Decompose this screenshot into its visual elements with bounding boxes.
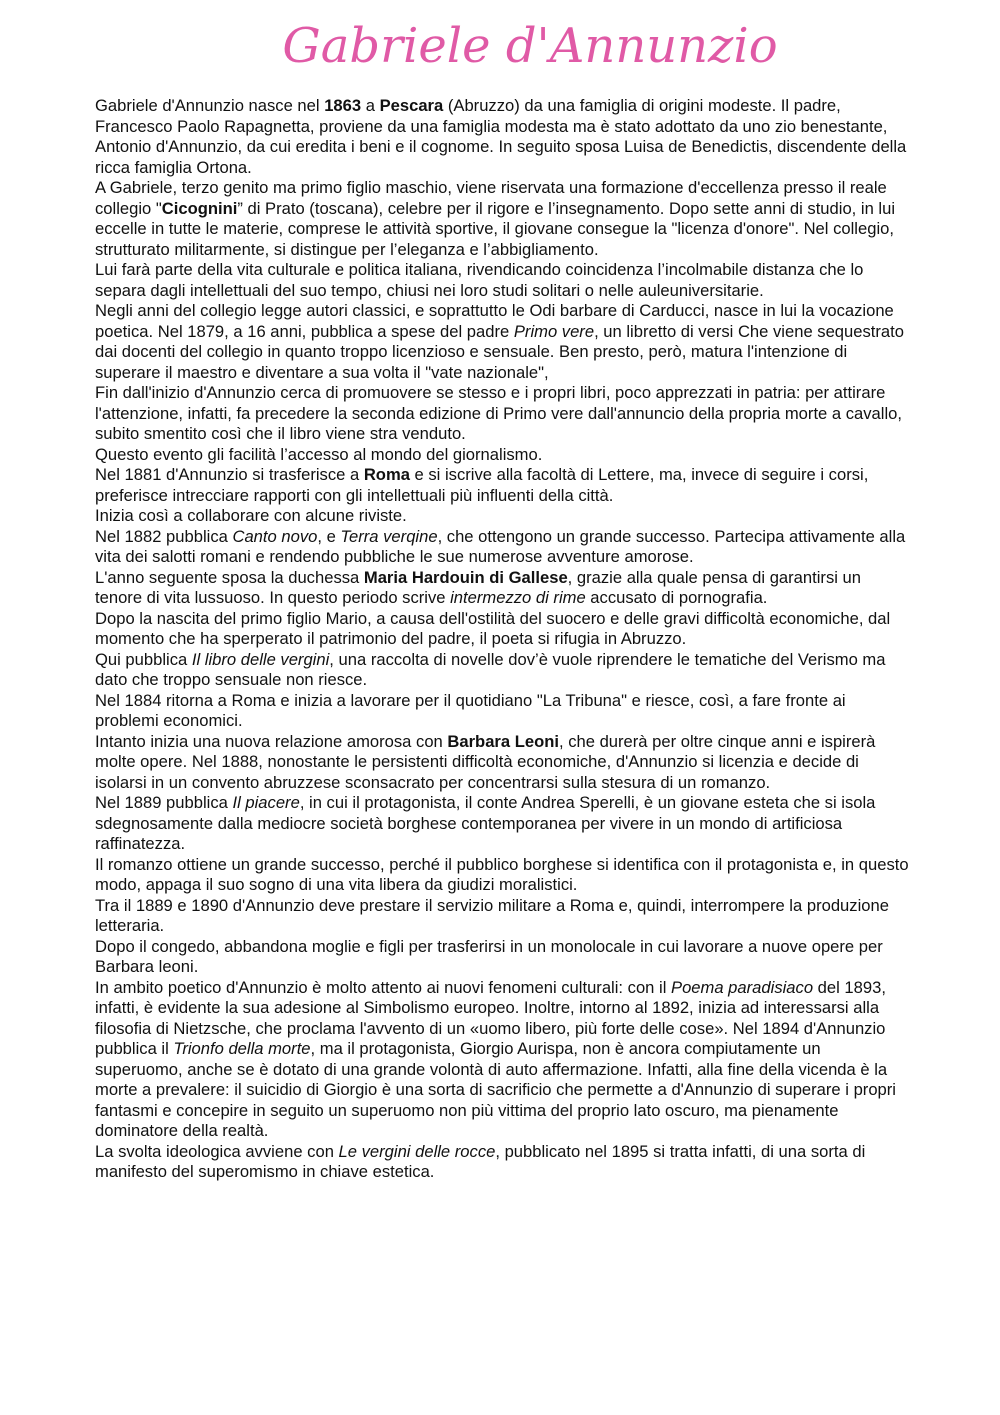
paragraph-text: , in cui il protagonista, il conte Andrea Sperelli, è un giovane esteta che si isola sdegnosamente dalla mediocre società borghese contemporanea per vivere in un mondo di artificiosa raffinatezza.: [95, 793, 876, 853]
paragraph-text: Il romanzo ottiene un grande successo, perché il pubblico borghese si identifica con il protagonista e, in questo modo, appaga il suo sogno di una vita libera da giudizi moralistici.: [95, 854, 909, 894]
paragraph-text: La svolta ideologica avviene con: [95, 1141, 339, 1161]
bold-text: Cicognini: [161, 198, 238, 218]
paragraph: [95, 732, 910, 794]
paragraph-text: Qui pubblica: [95, 649, 192, 669]
paragraph: [95, 178, 910, 260]
handwritten-title: [282, 0, 778, 100]
bold-text: Roma: [363, 465, 410, 484]
paragraph-text: (Abruzzo) da una famiglia di origini modeste. Il padre, Francesco Paolo Rapagnetta, proviene da una famiglia modesta ma è stato adottato da uno zio benestante, Antonio d'Annunzio, da cui eredita i beni e il cognome. In seguito sposa Luisa de Benedictis, discendente della ricca famiglia Ortona.: [95, 96, 907, 177]
paragraph: [95, 896, 910, 937]
italic-text: Il libro delle vergini: [191, 649, 330, 669]
paragraph-text: Nel 1882 pubblica: [95, 526, 233, 546]
paragraph-text: , che ottengono un grande successo. Partecipa attivamente alla vita dei salotti romani e rendendo pubbliche le sue numerose avventure amorose.: [95, 526, 906, 566]
title-text: Gabriele d'Annunzio: [282, 18, 778, 74]
paragraph-text: , che durerà per oltre cinque anni e ispirerà molte opere. Nel 1888, nonostante le persistenti difficoltà economiche, d'Annunzio si licenzia e decide di isolarsi in un convento abruzzese sconsacrato per concentrarsi sulla stesura di un romanzo.: [95, 731, 876, 792]
paragraph: [95, 650, 910, 691]
paragraph: [95, 793, 910, 855]
paragraph-text: e si iscrive alla facoltà di Lettere, ma, invece di seguire i corsi, preferisce intrecciare rapporti con gli intellettuali più influenti della città.: [95, 465, 869, 505]
paragraph-text: Inizia così a collaborare con alcune riviste.: [95, 506, 407, 525]
italic-text: Terra verqine: [340, 526, 438, 546]
paragraph: [95, 301, 910, 383]
italic-text: Poema paradisiaco: [671, 977, 814, 997]
paragraph: [95, 260, 910, 301]
paragraph-text: Gabriele d'Annunzio nasce nel: [95, 96, 325, 115]
paragraph-text: Nel 1889 pubblica: [95, 793, 233, 812]
bold-text: Barbara Leoni: [447, 731, 559, 751]
paragraph-text: accusato di pornografia.: [585, 588, 768, 607]
paragraph: [95, 609, 910, 650]
title-script: [282, 0, 778, 100]
paragraph-text: , grazie alla quale pensa di garantirsi un tenore di vita lussuoso. In questo periodo scrive: [95, 567, 862, 607]
paragraph-text: , ma il protagonista, Giorgio Aurispa, non è ancora compiutamente un superuomo, anche se è dotato di una grande volontà di auto affermazione. Infatti, alla fine della vicenda è la morte a prevalere: il suicidio di Giorgio è una sorta di sacrificio che permette a d'Annunzio di superare i propri fantasmi e concepire in seguito un superuomo non più vittima del proprio lato oscuro, ma pienamente dominatore della realtà.: [95, 1039, 896, 1140]
bold-text: Pescara: [379, 96, 444, 115]
paragraph-text: ” di Prato (toscana), celebre per il rigore e l’insegnamento. Dopo sette anni di studio, in lui eccelle in tutte le materie, comprese le attività sportive, il giovane consegue la "licenza d'onore". Nel collegio, strutturato militarmente, si distingue per l’eleganza e l’abbigliamento.: [95, 198, 896, 259]
paragraph: [95, 1142, 910, 1183]
paragraph-text: Negli anni del collegio legge autori classici, e soprattutto le Odi barbare di Carducci, nasce in lui la vocazione poetica. Nel 1879, a 16 anni, pubblica a spese del padre: [95, 301, 894, 341]
paragraph-text: Nel 1884 ritorna a Roma e inizia a lavorare per il quotidiano "La Tribuna" e riesce, così, a fare fronte ai problemi economici.: [95, 690, 846, 730]
italic-text: Primo vere: [513, 321, 595, 341]
italic-text: Trionfo della morte: [173, 1039, 311, 1058]
paragraph: [95, 506, 910, 527]
italic-text: Le vergini delle rocce: [338, 1141, 496, 1161]
italic-text: Il piacere: [232, 793, 300, 812]
paragraph: [95, 383, 910, 445]
paragraph-text: Nel 1881 d'Annunzio si trasferisce a: [95, 465, 364, 484]
paragraph-text: , pubblicato nel 1895 si tratta infatti, di una sorta di manifesto del superomismo in chiave estetica.: [95, 1141, 866, 1181]
paragraph: [95, 96, 910, 178]
paragraph-text: A Gabriele, terzo genito ma primo figlio maschio, viene riservata una formazione d'eccellenza presso il reale collegio ": [95, 178, 887, 218]
paragraph-text: Intanto inizia una nuova relazione amorosa con: [95, 731, 448, 751]
paragraph: [95, 937, 910, 978]
italic-text: Canto novo: [232, 526, 318, 546]
paragraph-text: , una raccolta di novelle dov’è vuole riprendere le tematiche del Verismo ma dato che troppo sensuale non riesce.: [95, 649, 886, 689]
paragraph-text: Questo evento gli facilità l’accesso al mondo del giornalismo.: [95, 444, 543, 464]
paragraph: [95, 445, 910, 466]
paragraph-text: L'anno seguente sposa la duchessa: [95, 567, 364, 587]
paragraph-text: In ambito poetico d'Annunzio è molto attento ai nuovi fenomeni culturali: con il: [95, 977, 671, 997]
paragraph-text: a: [361, 96, 380, 115]
paragraph: [95, 978, 910, 1142]
paragraph-text: Dopo il congedo, abbandona moglie e figli per trasferirsi in un monolocale in cui lavorare a nuove opere per Barbara leoni.: [95, 936, 883, 976]
paragraph-text: , un libretto di versi Che viene sequestrato dai docenti del collegio in quanto troppo licenzioso e sensuale. Ben presto, però, matura l'intenzione di superare il maestro e diventare a sua volta il "vate nazionale",: [95, 321, 904, 382]
paragraph: [95, 527, 910, 568]
paragraph-text: , e: [317, 526, 341, 546]
paragraph-text: Fin dall'inizio d'Annunzio cerca di promuovere se stesso e i propri libri, poco apprezzati in patria: per attirare l'attenzione, infatti, fa precedere la seconda edizione di Primo vere dall'annuncio della propria morte a cavallo, subito smentito così che il libro viene stra venduto.: [95, 383, 902, 443]
paragraph-text: Tra il 1889 e 1890 d'Annunzio deve prestare il servizio militare a Roma e, quindi, interrompere la produzione letteraria.: [95, 895, 889, 935]
paragraph: [95, 568, 910, 609]
paragraph-text: del 1893, infatti, è evidente la sua adesione al Simbolismo europeo. Inoltre, intorno al 1892, inizia ad interessarsi alla filosofia di Nietzsche, che proclama l'avvento di un «uomo libero, più forte delle cose». Nel 1894 d'Annunzio pubblica il: [95, 977, 886, 1058]
document-body: [95, 96, 910, 1183]
bold-text: Maria Hardouin di Gallese: [363, 567, 568, 587]
italic-text: intermezzo di rime: [450, 588, 586, 607]
paragraph-text: Lui farà parte della vita culturale e politica italiana, rivendicando coincidenza l’incolmabile distanza che lo separa dagli intellettuali del suo tempo, chiusi nei loro studi solitari o nelle auleuniversitarie.: [95, 260, 864, 300]
bold-text: 1863: [324, 96, 362, 115]
paragraph: [95, 691, 910, 732]
paragraph: [95, 855, 910, 896]
paragraph-text: Dopo la nascita del primo figlio Mario, a causa dell'ostilità del suocero e delle gravi difficoltà economiche, dal momento che ha sperperato il patrimonio del padre, il poeta si rifugia in Abruzzo.: [95, 608, 891, 648]
paragraph: [95, 465, 910, 506]
